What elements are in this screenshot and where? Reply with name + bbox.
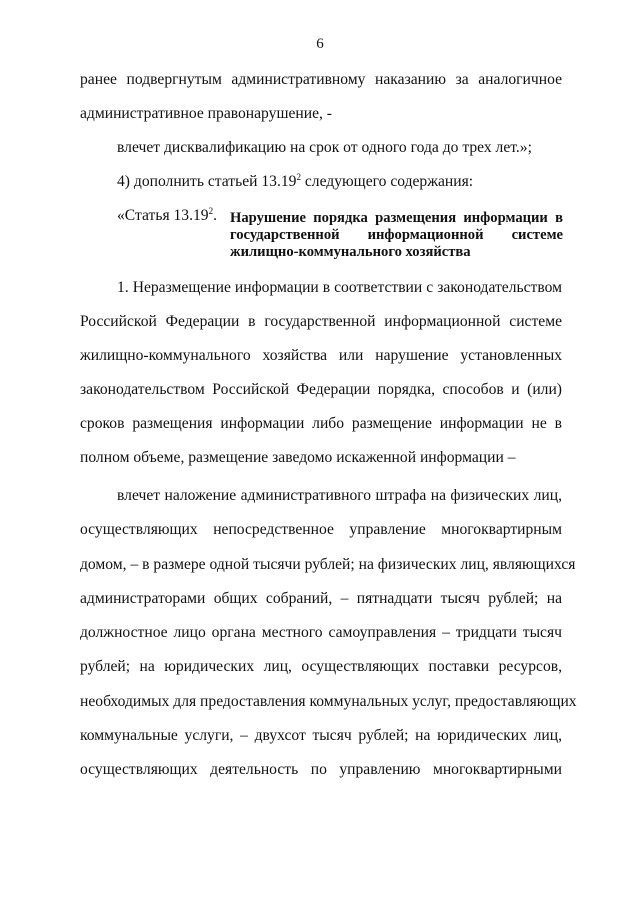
paragraph-line: коммунальные услуги, – двухсот тысяч рублей; на юридических лиц, — [80, 727, 562, 744]
page-number: 6 — [316, 36, 324, 52]
paragraph-line: влечет наложение административного штрафа на физических лиц, — [117, 487, 562, 504]
article-title-line: государственной информационной системе — [230, 227, 563, 243]
paragraph-line: администраторами общих собраний, – пятнадцати тысяч рублей; на — [80, 590, 562, 607]
text-fragment: следующего содержания: — [300, 173, 474, 190]
article-title-line: жилищно-коммунального хозяйства — [230, 244, 471, 260]
paragraph-line: жилищно-коммунального хозяйства или нарушение установленных — [80, 347, 562, 364]
text-line: влечет дисквалификацию на срок от одного года до трех лет.»; — [117, 139, 532, 156]
paragraph-line: полном объеме, размещение заведомо искаженной информации – — [80, 449, 516, 466]
text-line — [117, 172, 562, 192]
text-line: административное правонарушение, - — [80, 105, 332, 122]
paragraph-line: рублей; на юридических лиц, осуществляющих поставки ресурсов, — [80, 658, 562, 675]
paragraph-line: сроков размещения информации либо размещение информации не в — [80, 415, 562, 432]
article-title-line: Нарушение порядка размещения информации в — [230, 210, 563, 226]
superscript: 2 — [208, 206, 214, 216]
text-fragment: . — [213, 207, 218, 224]
paragraph-line: домом, – в размере одной тысячи рублей; на физических лиц, являющихся — [80, 556, 576, 573]
text-line: ранее подвергнутым административному наказанию за аналогичное — [80, 71, 562, 88]
paragraph-line: Российской Федерации в государственной информационной системе — [80, 313, 562, 330]
text-fragment: 4) дополнить статьей 13.19 — [117, 173, 297, 190]
text-fragment: «Статья 13.19 — [117, 207, 209, 224]
article-label — [117, 206, 217, 226]
paragraph-line: законодательством Российской Федерации порядка, способов и (или) — [80, 381, 562, 398]
paragraph-line: осуществляющих непосредственное управление многоквартирным — [80, 521, 562, 538]
paragraph-line: осуществляющих деятельность по управлению многоквартирными — [80, 761, 562, 778]
paragraph-line: 1. Неразмещение информации в соответствии с законодательством — [117, 279, 562, 296]
paragraph-line: должностное лицо органа местного самоуправления – тридцати тысяч — [80, 624, 562, 641]
paragraph-line: необходимых для предоставления коммунальных услуг, предоставляющих — [80, 693, 577, 710]
superscript: 2 — [296, 172, 301, 182]
